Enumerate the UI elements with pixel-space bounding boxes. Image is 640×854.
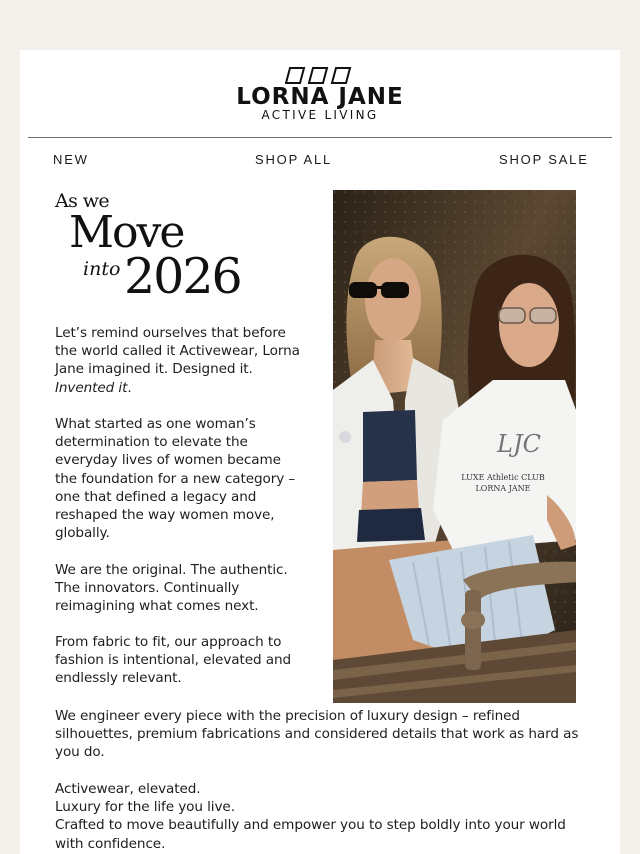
brand-wordmark: LORNA JANE [236,84,404,110]
body-paragraph-6: Activewear, elevated. Luxury for the life you live. Crafted to move beautifully and empower you to step boldly into your world with confidence. [55,781,566,852]
hero-photo[interactable] [333,190,576,703]
tee-print-text: LUXE Athletic CLUB [461,473,545,482]
nav-link-shop-all[interactable]: SHOP ALL [255,152,333,167]
brand-logo[interactable] [20,67,620,122]
body-paragraph-1: Let’s remind ourselves that before the world called it Activewear, Lorna Jane imagined it. Designed it. Invented it. [55,325,300,396]
tee-print-brand: LORNA JANE [475,484,531,493]
headline-year: 2026 [124,248,241,305]
headline-move: Move [69,207,184,258]
brand-tagline: ACTIVE LIVING [261,108,379,122]
header-divider [28,137,612,138]
nav-link-shop-sale[interactable]: SHOP SALE [499,152,589,167]
body-paragraph-2: What started as one woman’s determination to elevate the everyday lives of women became the foundation for a new category – one that defined a legacy and reshaped the way women move, globally. [55,416,296,542]
headline-into: into [83,258,121,280]
email-card [20,50,620,854]
body-paragraph-5: We engineer every piece with the precision of luxury design – refined silhouettes, premium fabrications and considered details that work as hard as you do. [55,708,579,761]
headline-as-we: As we [55,190,110,212]
tee-monogram: LJC [497,430,541,458]
logo-mark-icon [285,67,355,84]
body-paragraph-3: We are the original. The authentic. The innovators. Continually reimagining what comes next. [55,562,288,615]
body-paragraph-4: From fabric to fit, our approach to fashion is intentional, elevated and endlessly relevant. [55,634,292,687]
nav-link-new[interactable]: NEW [53,152,89,167]
